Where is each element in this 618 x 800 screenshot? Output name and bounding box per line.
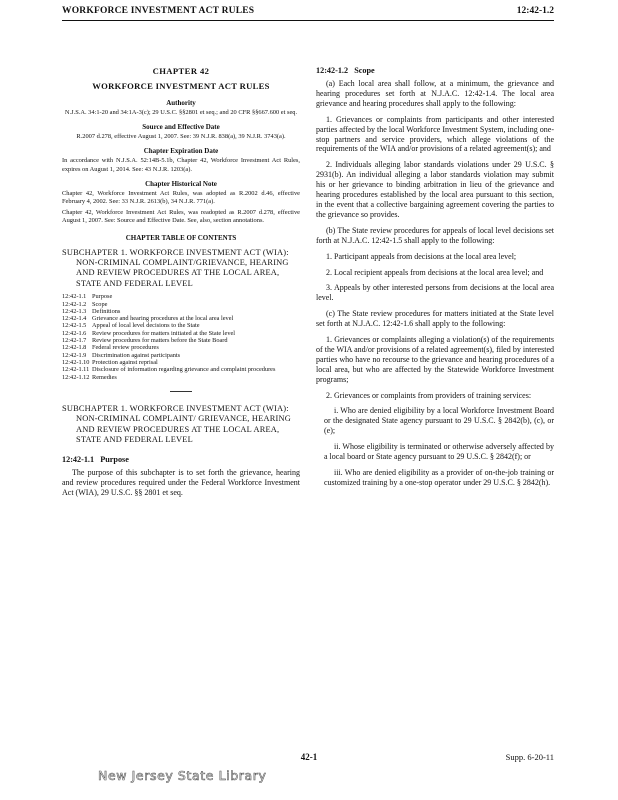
scope-paragraph-a: (a) Each local area shall follow, at a minimum, the grievance and hearing procedures set forth at N.J.A.C. 12:42-1.4. The local area grievance and hearing procedures shall apply to the following: xyxy=(316,79,554,108)
toc-entry-number: 12:42-1.1 xyxy=(62,293,87,301)
scope-item-a2: 2. Individuals alleging labor standards violations under 29 U.S.C. § 2931(b). An individual alleging a labor standards violation may submit his or her grievance to binding arbitration in lieu of the grievance and hearing procedures established by the local area pursuant to this section, in the event that a collective bargaining agreement covering the parties to the grievance so provides. xyxy=(316,160,554,219)
source-heading: Source and Effective Date xyxy=(142,123,220,132)
scope-item-c2: 2. Grievances or complaints from providers of training services: xyxy=(326,390,532,400)
chapter-title: WORKFORCE INVESTMENT ACT RULES xyxy=(92,81,270,91)
historical-note-1: Chapter 42, Workforce Investment Act Rules, was adopted as R.2002 d.46, effective February 4, 2002. See: 33 N.J.R. 2613(b), 34 N.J.R. 771(a). xyxy=(62,189,300,206)
toc-entry-title: Remedies xyxy=(92,373,117,381)
toc-entry-title: Disclosure of information regarding grievance and complaint procedures xyxy=(92,366,276,374)
section-title: Purpose xyxy=(100,455,129,465)
toc-entry-title: Discrimination against participants xyxy=(92,351,181,359)
toc-entry-number: 12:42-1.5 xyxy=(62,322,87,330)
toc-entry-number: 12:42-1.11 xyxy=(62,366,90,374)
toc-subchapter-heading: SUBCHAPTER 1. WORKFORCE INVESTMENT ACT (WIA): NON-CRIMINAL COMPLAINT/GRIEVANCE, HEARING AND REVIEW PROCEDURES AT THE LOCAL AREA, STATE AND FEDERAL LEVEL xyxy=(62,247,289,288)
toc-entry-title: Grievance and hearing procedures at the local area level xyxy=(92,315,234,323)
toc-entry-title: Federal review procedures xyxy=(92,344,159,352)
toc-entry-title: Purpose xyxy=(92,293,113,301)
library-watermark: New Jersey State Library xyxy=(98,768,267,783)
section-heading-scope xyxy=(316,66,554,75)
toc-entry xyxy=(62,301,300,308)
toc-entry-number: 12:42-1.3 xyxy=(62,307,87,315)
authority-text: N.J.S.A. 34:1-20 and 34:1A-3(c); 29 U.S.C. §§2801 et seq.; and 20 CFR §§667.600 et seq. xyxy=(64,109,298,116)
scope-paragraph-b: (b) The State review procedures for appeals of local level decisions set forth at N.J.A.C. 12:42-1.5 shall apply to the following: xyxy=(316,225,554,245)
toc-entry-number: 12:42-1.9 xyxy=(62,351,87,359)
section-heading-purpose xyxy=(62,455,300,464)
toc-entry-title: Appeal of local level decisions to the State xyxy=(92,322,200,330)
scope-item-c2ii: ii. Whose eligibility is terminated or otherwise adversely affected by a local board or State agency pursuant to 29 U.S.C. § 2842(f); or xyxy=(324,442,554,462)
section-title: Scope xyxy=(354,66,375,75)
chapter-number: CHAPTER 42 xyxy=(152,66,210,76)
toc-heading: CHAPTER TABLE OF CONTENTS xyxy=(125,233,237,242)
toc-entry-number: 12:42-1.8 xyxy=(62,344,87,352)
subchapter-heading: SUBCHAPTER 1. WORKFORCE INVESTMENT ACT (WIA): NON-CRIMINAL COMPLAINT/ GRIEVANCE, HEARING AND REVIEW PROCEDURES AT THE LOCAL AREA, STATE AND FEDERAL LEVEL xyxy=(62,403,291,445)
expiration-text: In accordance with N.J.S.A. 52:14B-5.1b, Chapter 42, Workforce Investment Act Rules, expires on August 1, 2014. See: 43 N.J.R. 1203(a). xyxy=(62,157,300,173)
toc-entry-title: Review procedures for matters before the State Board xyxy=(92,337,228,345)
scope-item-c1: 1. Grievances or complaints alleging a violation(s) of the requirements of the WIA and/or provisions of a related agreement(s), filed by interested parties who have no recourse to the grievance and hearing procedures of a local area, but who are affected by the Statewide Workforce Investment programs; xyxy=(316,335,554,384)
toc-entry xyxy=(62,330,300,337)
expiration-heading: Chapter Expiration Date xyxy=(143,147,219,156)
right-column xyxy=(316,66,554,494)
toc-entry xyxy=(62,352,300,359)
toc-entry xyxy=(62,359,300,366)
toc-entry-number: 12:42-1.10 xyxy=(62,358,90,366)
toc-entry-number: 12:42-1.2 xyxy=(62,300,87,308)
toc-entry-title: Scope xyxy=(92,300,108,308)
header-rule xyxy=(62,20,554,21)
toc-entry-title: Protection against reprisal xyxy=(92,358,158,366)
historical-heading: Chapter Historical Note xyxy=(145,179,217,188)
toc-entry-number: 12:42-1.7 xyxy=(62,337,87,345)
toc-entry xyxy=(62,344,300,351)
toc-entry xyxy=(62,366,300,373)
toc-entry xyxy=(62,293,300,300)
purpose-paragraph: The purpose of this subchapter is to set forth the grievance, hearing and review procedures required under the Federal Workforce Investment Act (WIA), 29 U.S.C. §§ 2801 et seq. xyxy=(62,468,300,498)
page-number: 42-1 xyxy=(300,752,318,762)
scope-item-b2: 2. Local recipient appeals from decisions at the local area level; and xyxy=(326,267,544,277)
authority-heading: Authority xyxy=(166,99,196,107)
toc-entry-title: Definitions xyxy=(92,307,121,315)
toc-entry xyxy=(62,374,300,381)
scope-item-b3: 3. Appeals by other interested persons from decisions at the local area level. xyxy=(316,283,554,303)
scope-item-b1: 1. Participant appeals from decisions at the local area level; xyxy=(326,251,517,261)
toc-entry-title: Review procedures for matters initiated at the State level xyxy=(92,329,236,337)
table-of-contents xyxy=(62,293,300,381)
toc-entry xyxy=(62,322,300,329)
toc-entry-number: 12:42-1.6 xyxy=(62,329,87,337)
toc-entry xyxy=(62,337,300,344)
toc-entry-number: 12:42-1.12 xyxy=(62,373,90,381)
toc-entry xyxy=(62,315,300,322)
scope-item-c2i: i. Who are denied eligibility by a local Workforce Investment Board or the designated State agency pursuant to 29 U.S.C. § 2842(b), (c), or (e); xyxy=(324,406,554,436)
running-header-title: WORKFORCE INVESTMENT ACT RULES xyxy=(62,6,255,16)
scope-item-c2iii: iii. Who are denied eligibility as a provider of on-the-job training or customized training by a one-stop operator under 29 U.S.C. § 2842(h). xyxy=(324,468,554,487)
section-number: 12:42-1.2 xyxy=(316,66,349,75)
scope-item-a1: 1. Grievances or complaints from participants and other interested parties affected by the local Workforce Investment System, including one-stop partners and service providers, which allege violations of the requirements of the WIA and/or provisions of a related agreement(s); and xyxy=(316,114,554,154)
toc-entry-number: 12:42-1.4 xyxy=(62,315,87,323)
section-divider xyxy=(170,391,192,392)
historical-note-2: Chapter 42, Workforce Investment Act Rules, was readopted as R.2007 d.278, effective August 1, 2007. See: Source and Effective Date. See, also, section annotations. xyxy=(62,209,300,225)
section-number: 12:42-1.1 xyxy=(62,455,95,465)
left-column xyxy=(62,66,300,498)
scope-paragraph-c: (c) The State review procedures for matters initiated at the State level set forth at N.J.A.C. 12:42-1.6 shall apply to the following: xyxy=(316,309,554,329)
supplement-date: Supp. 6-20-11 xyxy=(505,752,554,762)
source-text: R.2007 d.278, effective August 1, 2007. See: 39 N.J.R. 838(a), 39 N.J.R. 3743(a). xyxy=(76,133,286,141)
toc-entry xyxy=(62,308,300,315)
running-header-section: 12:42-1.2 xyxy=(516,6,554,16)
